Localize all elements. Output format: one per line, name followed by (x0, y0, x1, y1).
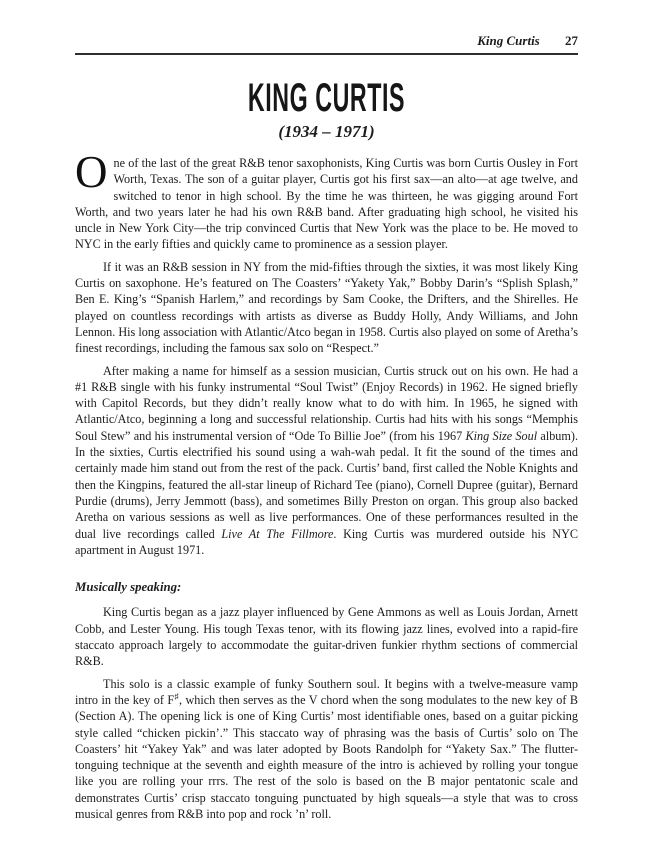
chapter-title-block (75, 76, 578, 142)
section-paragraphs (75, 604, 578, 822)
text-segment: This solo is a classic example of funky Southern soul. It begins with a twelve-measure vamp intro in the key of F (75, 676, 578, 707)
text-segment: ne of the last of the great R&B tenor saxophonists, King Curtis was born Curtis Ousley in Fort Worth, Texas. The son of a guitar player, Curtis got his first sax—an alto—at age twelve, and switched to tenor in high school. By the time he was thirteen, he was gigging around Fort Worth, and two years later he had his own R&B band. After graduating high school, he visited his uncle in New York City—the trip convinced Curtis that New York was the place to be. He moved to NYC in the early fifties and quickly came to prominence as a session player. (75, 156, 578, 252)
page-number: 27 (565, 33, 578, 48)
text-segment: After making a name for himself as a session musician, Curtis struck out on his own. He had a #1 R&B single with his funky instrumental “Soul Twist” (Enjoy Records) in 1962. He signed briefly with Capitol Records, but they didn’t really know what to do with him. In 1965, he signed with Atlantic/Atco, beginning a long and successful relationship. Curtis had hits with his songs “Memphis Soul Stew” and his instrumental version of “Ode To Billie Joe” (from his 1967 (75, 363, 578, 443)
paragraph (75, 604, 578, 669)
paragraph (75, 363, 578, 559)
chapter-title: KING CURTIS (247, 76, 406, 120)
running-header (75, 0, 578, 55)
page-content (75, 0, 578, 822)
sharp-symbol: ♯ (174, 691, 179, 701)
intro-paragraphs (75, 147, 578, 558)
text-segment: , which then serves as the V chord when the song modulates to the new key of B (Section A). The opening lick is one of King Curtis’ most identifiable ones, based on a guitar picking style called “chicken pickin’.” This staccato way of phrasing was the basis of Curtis’ solo on The Coasters’ hit “Yakey Yak” and was later adopted by Boots Randolph for “Yakety Sax.” The flutter-tonguing technique at the seventh and eighth measure of the intro is achieved by rolling your tongue like you are rolling your rrrs. The rest of the solo is based on the B major pentatonic scale and demonstrates Curtis’ crisp staccato tonguing punctuated by high squeals—a style that was to cross musical genres from R&B into pop and rock ’n’ roll. (75, 692, 579, 821)
text-segment: album). In the sixties, Curtis electrified his sound using a wah-wah pedal. It fit the sound of the times and certainly made him stand out from the rest of the pack. Curtis’ band, first called the Noble Knights and then the Kingpins, featured the all-star lineup of Richard Tee (piano), Cornell Dupree (guitar), Bernard Purdie (drums), Jerry Jemmott (bass), and sometimes Billy Preston on organ. This group also backed Aretha on various sessions as well as live performances. One of these performances resulted in the dual live recordings called (75, 428, 578, 541)
section-heading: Musically speaking: (75, 580, 182, 595)
text-segment: Live At The Fillmore (221, 526, 334, 541)
text-segment: If it was an R&B session in NY from the mid-fifties through the sixties, it was most likely King Curtis on saxophone. He’s featured on The Coasters’ “Yakety Yak,” Bobby Darin’s “Splish Splash,” Ben E. King’s “Spanish Harlem,” and recordings by Sam Cooke, the Drifters, and the Shirelles. He played on countless recordings with artists as diverse as Buddy Holly, Andy Williams, and John Lennon. His long association with Atlantic/Atco began in 1958. Curtis also played on some of Aretha’s finest recordings, including the famous sax solo on “Respect.” (75, 259, 578, 356)
chapter-subtitle-dates: (1934 – 1971) (278, 122, 375, 141)
dropcap: O (75, 147, 108, 197)
text-segment: King Size Soul (465, 428, 538, 443)
article-body (75, 147, 579, 822)
paragraph (75, 676, 578, 823)
text-segment: . King Curtis was murdered outside his NYC apartment in August 1971. (75, 526, 578, 557)
paragraph (75, 259, 578, 357)
running-header-title: King Curtis (477, 33, 540, 48)
paragraph (75, 147, 578, 253)
text-segment: King Curtis began as a jazz player influenced by Gene Ammons as well as Louis Jordan, Arnett Cobb, and Lester Young. His tough Texas tenor, with its flowing jazz lines, evolved into a rapid-fire staccato approach largely to accommodate the guitar-driven funkier rhythm sections of commercial R&B. (75, 605, 578, 669)
